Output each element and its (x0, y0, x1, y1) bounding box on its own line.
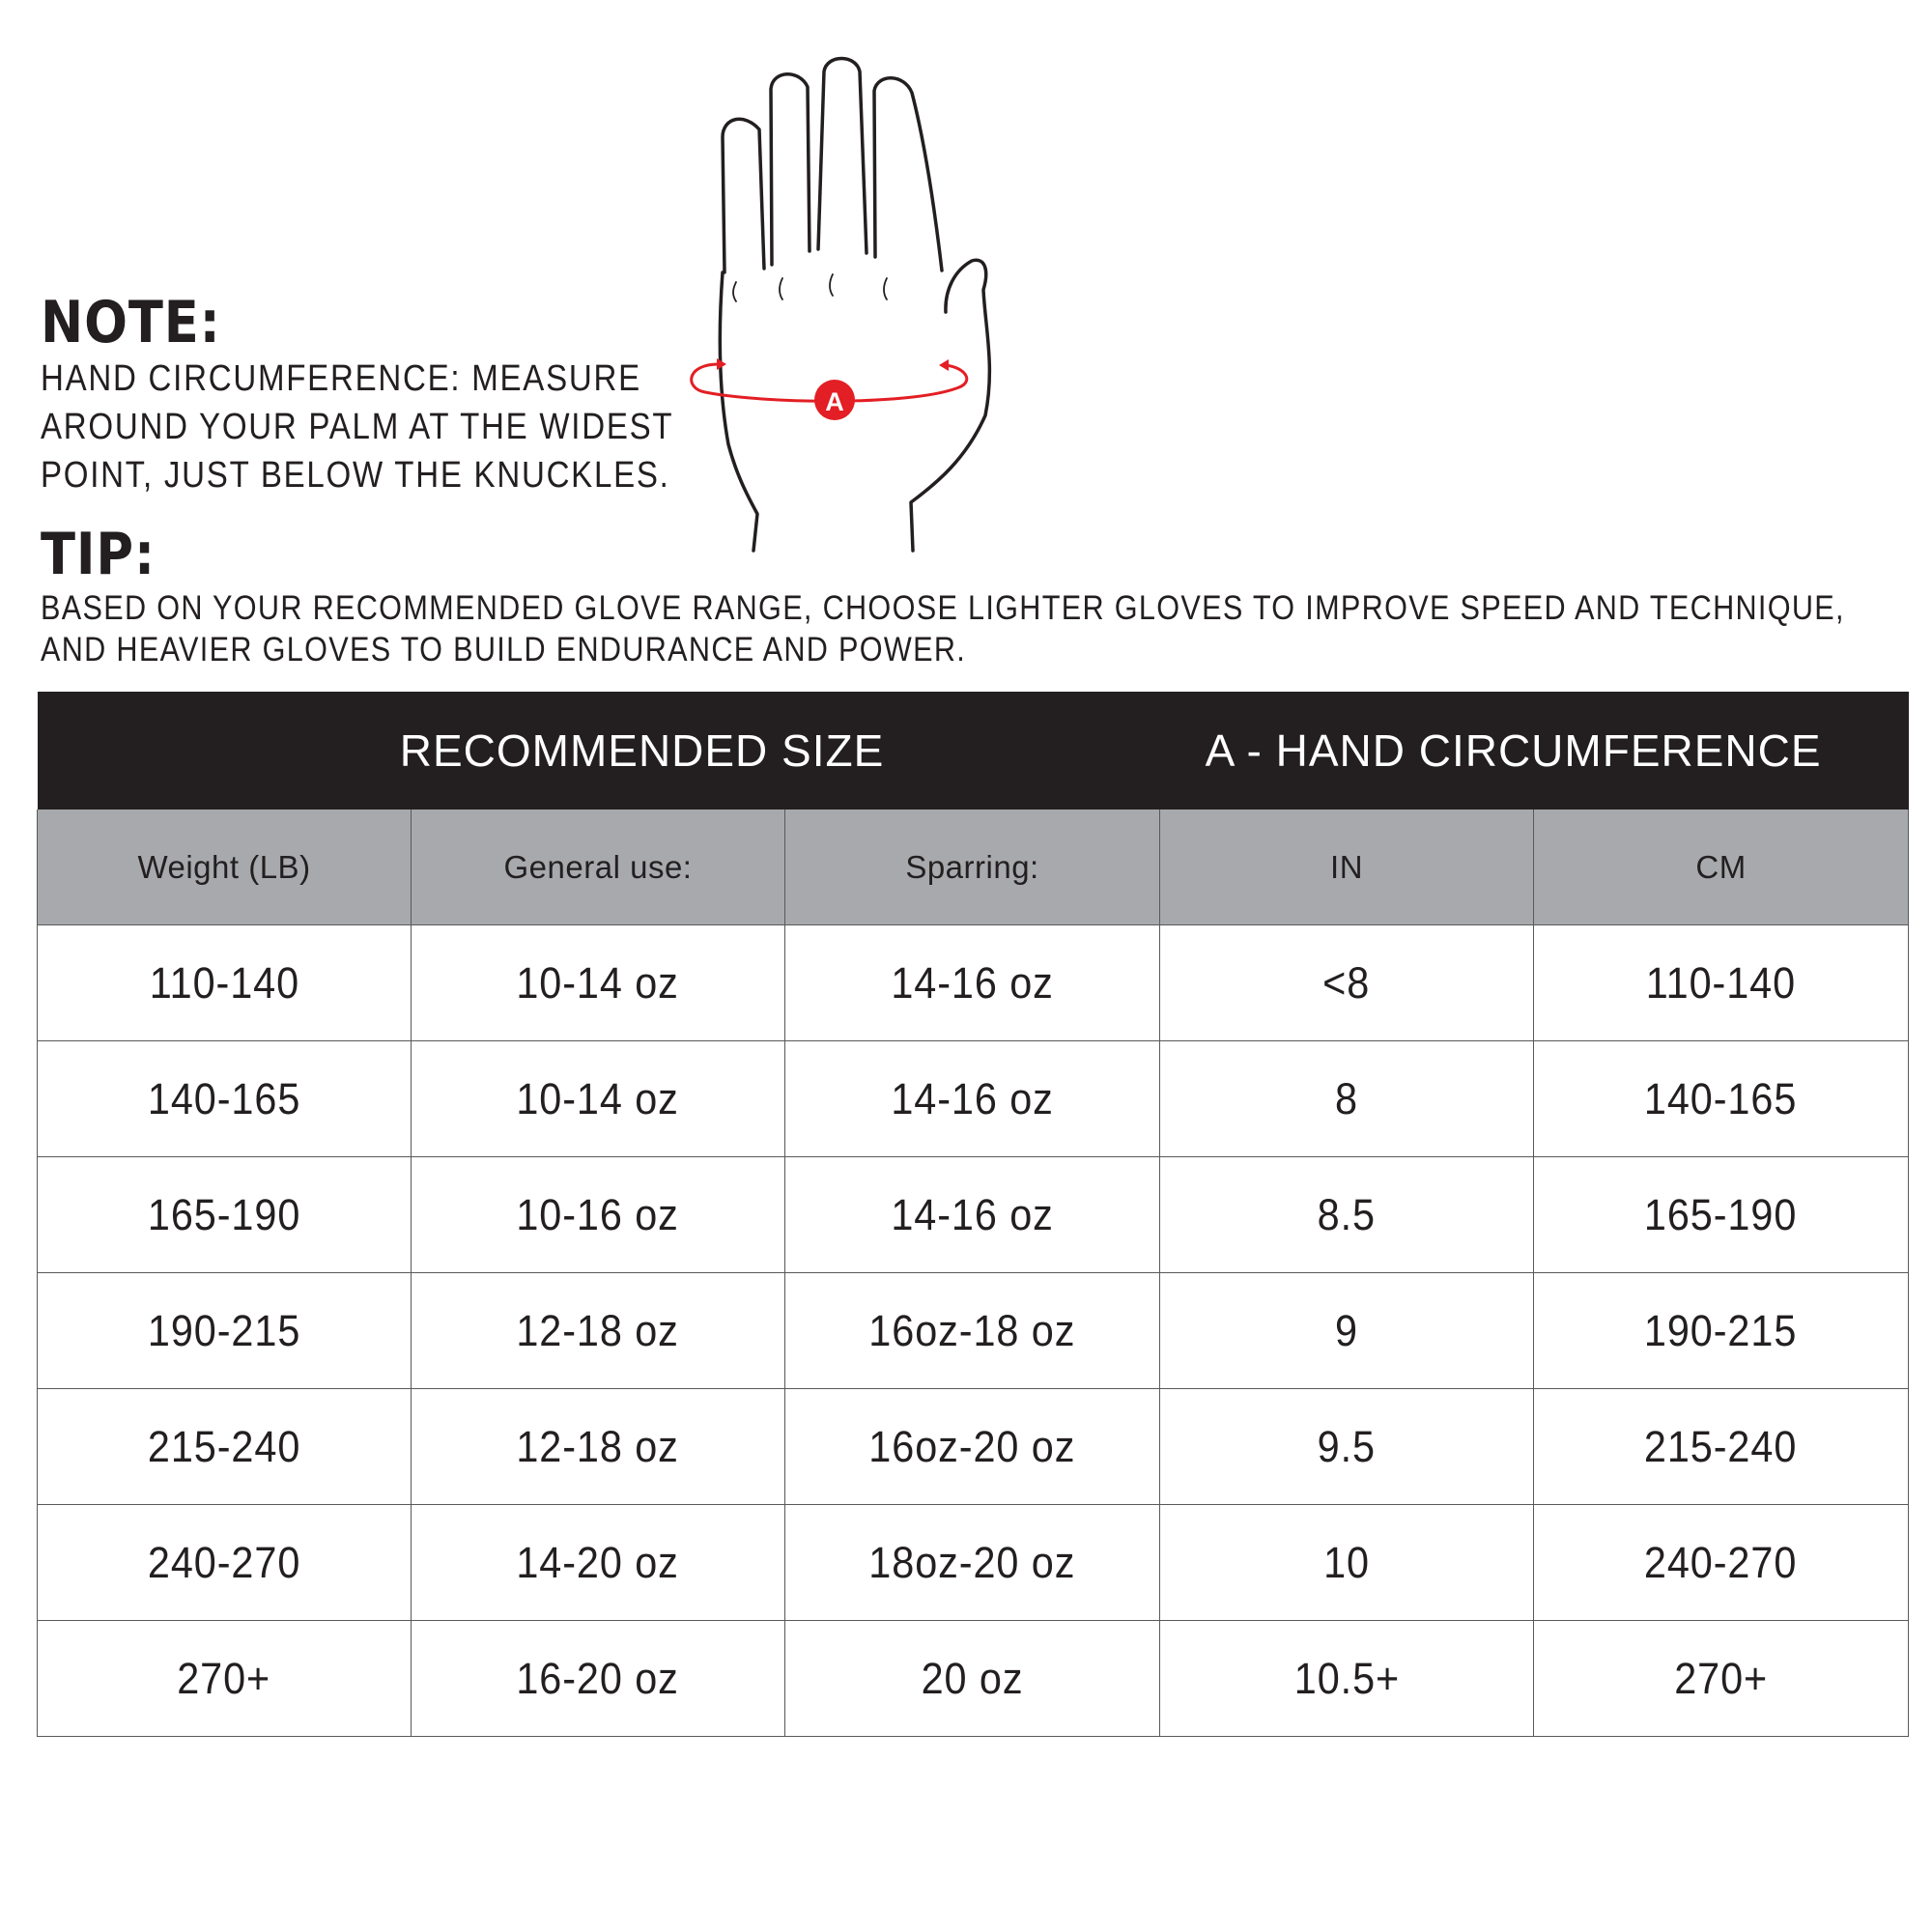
note-line: POINT, JUST BELOW THE KNUCKLES. (41, 455, 670, 496)
cell-general-use: 10-14 oz (412, 1041, 785, 1157)
cell-cm: 190-215 (1534, 1273, 1909, 1389)
cell-weight: 140-165 (38, 1041, 412, 1157)
cell-in: 10.5+ (1160, 1621, 1534, 1737)
cell-weight: 215-240 (38, 1389, 412, 1505)
recommended-size-header: RECOMMENDED SIZE (38, 692, 1160, 810)
cell-general-use: 10-14 oz (412, 925, 785, 1041)
table-row (38, 1389, 1909, 1505)
table-row (38, 1041, 1909, 1157)
cell-sparring: 20 oz (785, 1621, 1160, 1737)
table-row (38, 1505, 1909, 1621)
marker-label: A (825, 387, 844, 416)
cell-general-use: 12-18 oz (412, 1273, 785, 1389)
cell-weight: 190-215 (38, 1273, 412, 1389)
size-chart-table (37, 692, 1909, 1737)
column-header-in: IN (1160, 810, 1534, 925)
column-header-sparring: Sparring: (785, 810, 1160, 925)
cell-sparring: 18oz-20 oz (785, 1505, 1160, 1621)
cell-in: 9 (1160, 1273, 1534, 1389)
cell-sparring: 16oz-20 oz (785, 1389, 1160, 1505)
hand-outline-icon (676, 48, 1005, 560)
header-band (38, 692, 1909, 810)
cell-general-use: 14-20 oz (412, 1505, 785, 1621)
cell-cm: 140-165 (1534, 1041, 1909, 1157)
column-header-row (38, 810, 1909, 925)
note-line: HAND CIRCUMFERENCE: MEASURE (41, 358, 641, 399)
cell-weight: 110-140 (38, 925, 412, 1041)
cell-cm: 110-140 (1534, 925, 1909, 1041)
cell-general-use: 12-18 oz (412, 1389, 785, 1505)
table-row (38, 1157, 1909, 1273)
cell-sparring: 16oz-18 oz (785, 1273, 1160, 1389)
cell-in: 8.5 (1160, 1157, 1534, 1273)
cell-weight: 165-190 (38, 1157, 412, 1273)
cell-sparring: 14-16 oz (785, 1041, 1160, 1157)
cell-weight: 270+ (38, 1621, 412, 1737)
cell-general-use: 10-16 oz (412, 1157, 785, 1273)
table-row (38, 1273, 1909, 1389)
cell-cm: 240-270 (1534, 1505, 1909, 1621)
cell-sparring: 14-16 oz (785, 1157, 1160, 1273)
column-header-general-use: General use: (412, 810, 785, 925)
cell-in: <8 (1160, 925, 1534, 1041)
table-row (38, 925, 1909, 1041)
cell-in: 9.5 (1160, 1389, 1534, 1505)
cell-cm: 215-240 (1534, 1389, 1909, 1505)
table-row (38, 1621, 1909, 1737)
tip-text: BASED ON YOUR RECOMMENDED GLOVE RANGE, CHOOSE LIGHTER GLOVES TO IMPROVE SPEED AND TECHNIQUE, AND HEAVIER GLOVES TO BUILD ENDURANCE AND POWER. (41, 589, 1845, 668)
hand-circumference-header: A - HAND CIRCUMFERENCE (1160, 692, 1909, 810)
cell-general-use: 16-20 oz (412, 1621, 785, 1737)
note-line: AROUND YOUR PALM AT THE WIDEST (41, 407, 674, 447)
cell-sparring: 14-16 oz (785, 925, 1160, 1041)
column-header-weight: Weight (LB) (38, 810, 412, 925)
note-text (41, 355, 674, 499)
tip-heading: TIP: (41, 521, 156, 588)
cell-in: 8 (1160, 1041, 1534, 1157)
column-header-cm: CM (1534, 810, 1909, 925)
cell-cm: 165-190 (1534, 1157, 1909, 1273)
note-heading: NOTE: (41, 289, 221, 356)
cell-weight: 240-270 (38, 1505, 412, 1621)
cell-cm: 270+ (1534, 1621, 1909, 1737)
cell-in: 10 (1160, 1505, 1534, 1621)
